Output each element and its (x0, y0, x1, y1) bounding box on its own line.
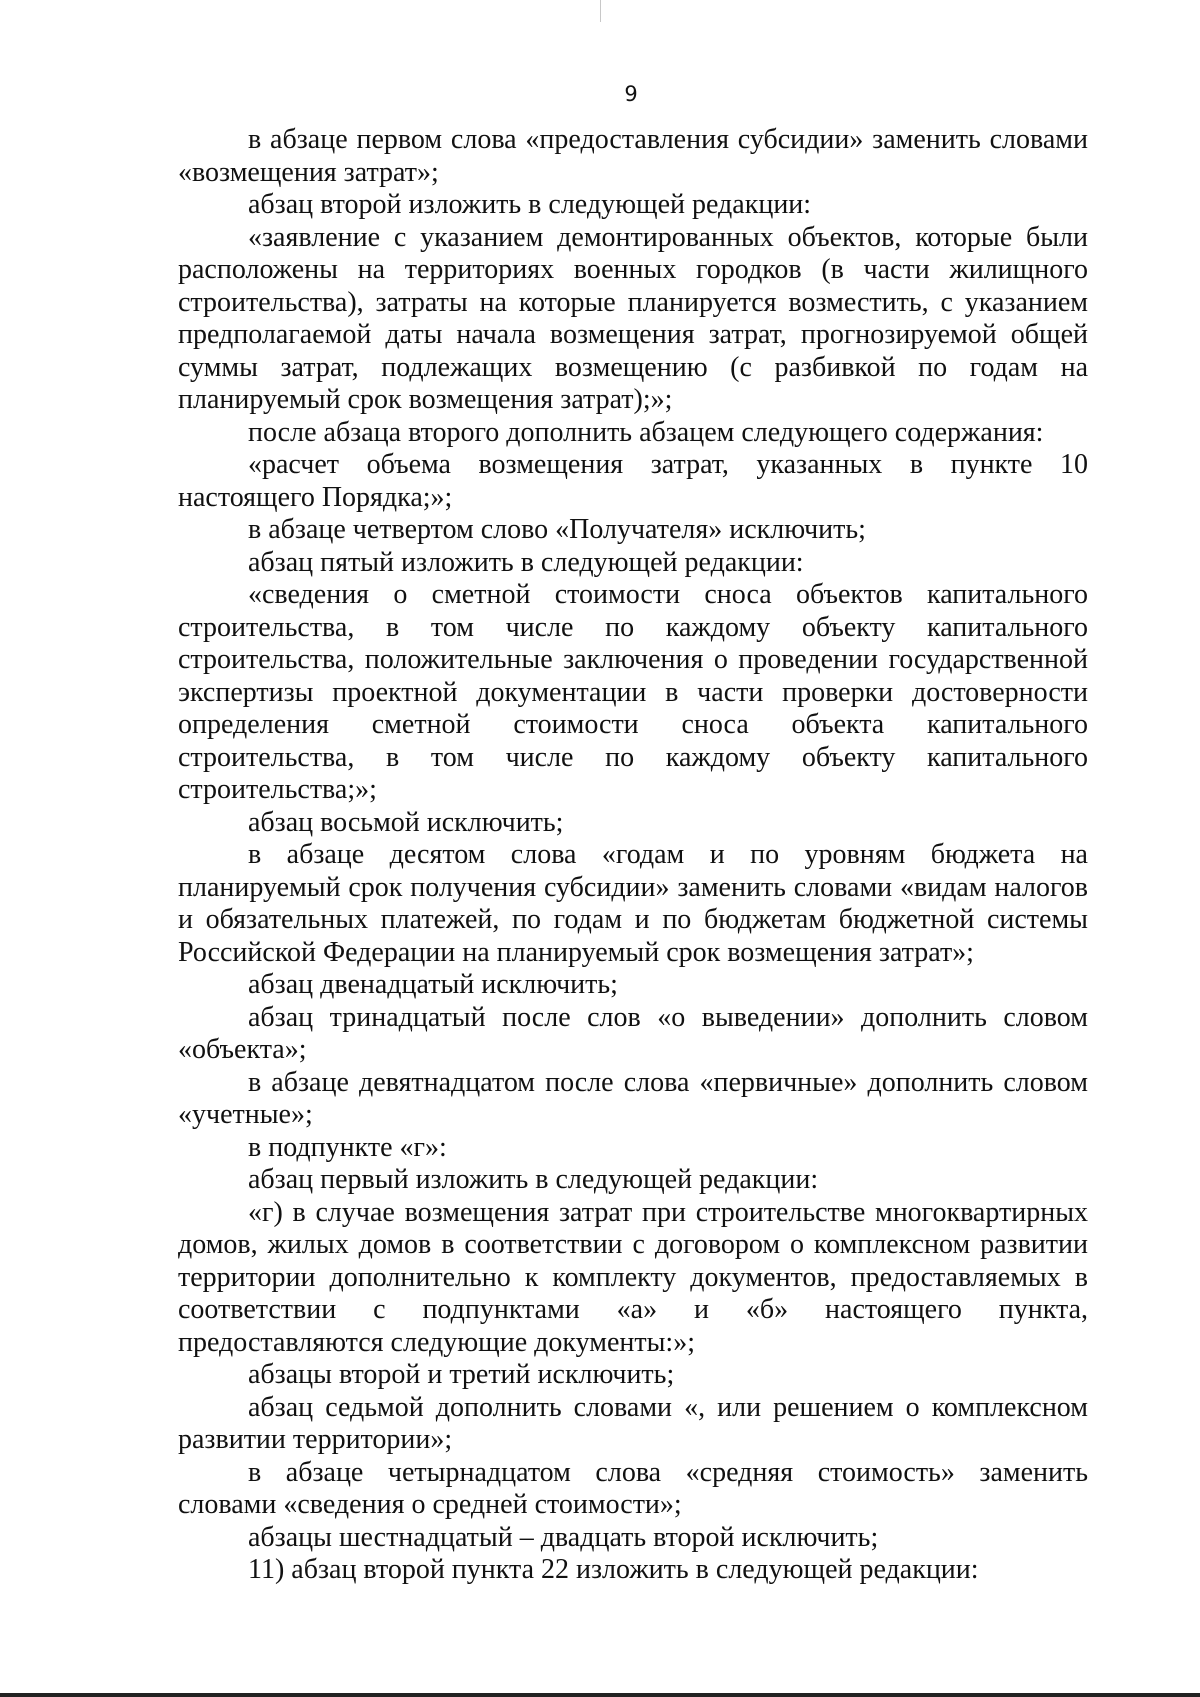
paragraph: в абзаце десятом слова «годам и по уровням бюджета на планируемый срок получения субсидии» заменить словами «видам налогов и обязательных платежей, по годам и по бюджетам бюджетной системы Российской Федерации на планируемый срок возмещения затрат»; (178, 839, 1088, 968)
paragraph: абзац восьмой исключить; (248, 806, 564, 838)
paragraph: 11) абзац второй пункта 22 изложить в следующей редакции: (248, 1554, 979, 1585)
paragraph: в абзаце девятнадцатом после слова «первичные» дополнить словом «учетные»; (178, 1066, 1088, 1130)
paragraph: «заявление с указанием демонтированных объектов, которые были расположены на территориях военных городков (в части жилищного строительства), затраты на которые планируется возместить, с указанием предполагаемой даты начала возмещения затрат, прогнозируемой общей суммы затрат, подлежащих возмещению (с разбивкой по годам на планируемый срок возмещения затрат);»; (178, 221, 1088, 415)
page-edge-line (0, 1693, 1200, 1697)
paragraph: в подпункте «г»: (248, 1131, 447, 1163)
paragraph: абзацы шестнадцатый – двадцать второй исключить; (248, 1521, 879, 1553)
paragraph: «г) в случае возмещения затрат при строительстве многоквартирных домов, жилых домов в соответствии с договором о комплексном развитии территории дополнительно к комплекту документов, предоставляемых в соответствии с подпунктами «а» и «б» настоящего пункта, предоставляются следующие документы:»; (178, 1196, 1088, 1358)
scan-mark (600, 0, 601, 22)
page-number: 9 (624, 82, 638, 106)
paragraph: абзац седьмой дополнить словами «, или решением о комплексном развитии территории»; (178, 1391, 1088, 1455)
paragraph: после абзаца второго дополнить абзацем следующего содержания: (248, 416, 1044, 448)
paragraph: в абзаце четырнадцатом слова «средняя стоимость» заменить словами «сведения о средней стоимости»; (178, 1456, 1088, 1520)
paragraph: в абзаце четвертом слово «Получателя» исключить; (248, 514, 866, 545)
paragraph: абзац двенадцатый исключить; (248, 969, 618, 1000)
paragraph: «сведения о сметной стоимости сноса объектов капитального строительства, в том числе по каждому объекту капитального строительства, положительные заключения о проведении государственной экспертизы проектной документации в части проверки достоверности определения сметной стоимости сноса объекта капитального строительства, в том числе по каждому объекту капитального строительства;»; (178, 579, 1088, 805)
paragraph: в абзаце первом слова «предоставления субсидии» заменить словами «возмещения затрат»; (178, 124, 1088, 188)
paragraph: абзац второй изложить в следующей редакции: (248, 189, 812, 220)
paragraph: абзац пятый изложить в следующей редакции: (248, 546, 804, 578)
paragraph: абзацы второй и третий исключить; (248, 1359, 675, 1390)
paragraph: «расчет объема возмещения затрат, указанных в пункте 10 настоящего Порядка;»; (178, 449, 1088, 513)
document-body (178, 124, 1088, 1587)
paragraph: абзац первый изложить в следующей редакции: (248, 1164, 819, 1195)
paragraph: абзац тринадцатый после слов «о выведении» дополнить словом «объекта»; (178, 1001, 1088, 1065)
